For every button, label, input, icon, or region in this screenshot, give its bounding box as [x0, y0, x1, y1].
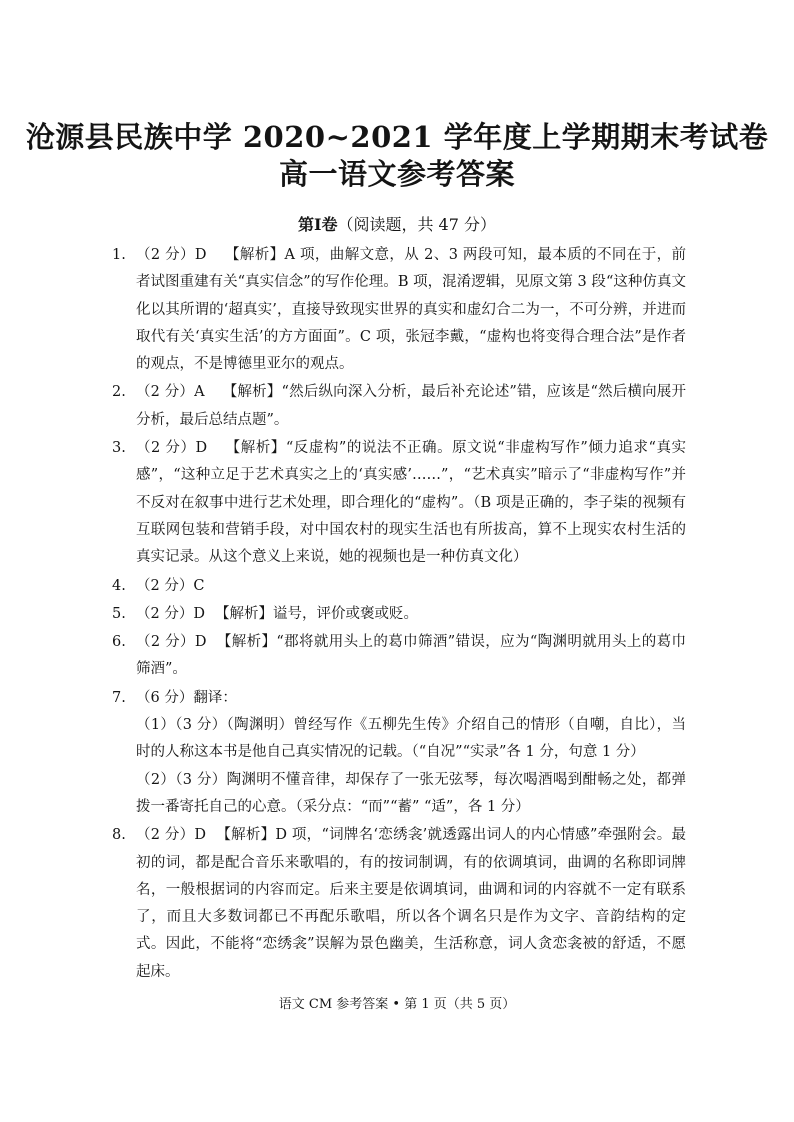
question-number: 1.: [112, 247, 126, 263]
question-explanation: 【解析】“郡将就用头上的葛巾筛酒”错误，应为“陶渊明就用头上的葛巾筛酒”。: [136, 634, 686, 678]
question-number: 2.: [112, 384, 126, 401]
question-score: （2 分）C: [136, 577, 205, 594]
exam-title: 沧源县民族中学 2020~2021 学年度上学期期末考试卷: [25, 120, 769, 154]
question-number: 6.: [112, 634, 126, 651]
question-explanation: 【解析】D 项，“词牌名‘恋绣衾’就透露出词人的内心情感”牵强附会。最初的词，都是配合音乐来歌唱的，有的按词制调，有的依调填词，曲调的名称即词牌名，一般根据词的内容而定。后来主要是依调填词，曲调和词的内容就不一定有联系了，而且大多数词都已不再配乐歌唱，所以各个调名只是作为文字、音韵结构的定式。因此，不能将“恋绣衾”误解为景色幽美，生活称意，词人贪恋衾被的舒适，不愿起床。: [136, 827, 686, 980]
section-label: 第Ⅰ卷: [297, 215, 338, 234]
answer-list: [112, 242, 686, 987]
translation-item-2: （2）（3 分）陶渊明不懂音律，却保存了一张无弦琴，每次喝酒喝到酣畅之处，都弹拨一番寄托自己的心意。（采分点：“而”“蓄” “适”，各 1 分）: [136, 771, 686, 815]
question-item: [112, 242, 686, 378]
question-explanation: 【解析】“反虚构”的说法不正确。原文说“非虚构写作”倾力追求“真实感”，“这种立足于艺术真实之上的‘真实感’……”，“艺术真实”暗示了“非虚构写作”并不反对在叙事中进行艺术处理，即合理化的“虚构”。（B 项是正确的，李子柒的视频有互联网包装和营销手段，对中国农村的现实生活也有所拔高，算不上现实农村生活的真实记录。从这个意义上来说，她的视频也是一种仿真文化）: [136, 440, 686, 566]
question-score: （2 分）A: [136, 384, 205, 401]
question-number: 4.: [112, 577, 126, 594]
question-item: [112, 822, 686, 986]
question-explanation: 【解析】A 项，曲解文意，从 2、3 两段可知，最本质的不同在于，前者试图重建有关“真实信念”的写作伦理。B 项，混淆逻辑，见原文第 3 段“这种仿真文化以其所谓的‘超真实’，直接导致现实世界的真实和虚幻合二为一，不可分辨，并进而取代有关‘真实生活’的方方面面”。C 项，张冠李戴，“虚构也将变得合理合法”是作者的观点，不是博德里亚尔的观点。: [136, 247, 686, 373]
question-item: [112, 629, 686, 684]
page-footer: 语文 CM 参考答案 • 第 1 页（共 5 页）: [278, 997, 516, 1012]
question-item: [112, 435, 686, 571]
section-heading: [0, 212, 794, 235]
question-number: 5.: [112, 605, 126, 622]
question-explanation: 【解析】“然后纵向深入分析，最后补充论述”错，应该是“然后横向展开分析，最后总结点题”。: [136, 384, 686, 428]
translation-item-1: （1）（3 分）（陶渊明）曾经写作《五柳先生传》介绍自己的情形（自嘲，自比），当时的人称这本书是他自己真实情况的记载。（“自况”“实录”各 1 分，句意 1 分）: [136, 717, 686, 761]
question-score: （2 分）D: [136, 634, 207, 651]
exam-subtitle: 高一语文参考答案: [278, 157, 515, 191]
question-score: （2 分）D: [136, 440, 208, 457]
question-score: （6 分）翻译：: [136, 689, 237, 706]
question-item: [112, 601, 686, 628]
question-item: [112, 685, 686, 821]
question-score: （2 分）D: [136, 827, 207, 844]
question-item: [112, 379, 686, 434]
question-explanation: 【解析】谥号，评价或褒或贬。: [214, 605, 418, 622]
question-score: （2 分）D: [136, 605, 205, 622]
question-number: 7.: [112, 689, 126, 706]
question-item: [112, 573, 686, 600]
question-score: （2 分）D: [136, 247, 207, 263]
question-number: 3.: [112, 440, 126, 457]
section-note: （阅读题，共 47 分）: [337, 215, 497, 234]
question-number: 8.: [112, 827, 126, 844]
